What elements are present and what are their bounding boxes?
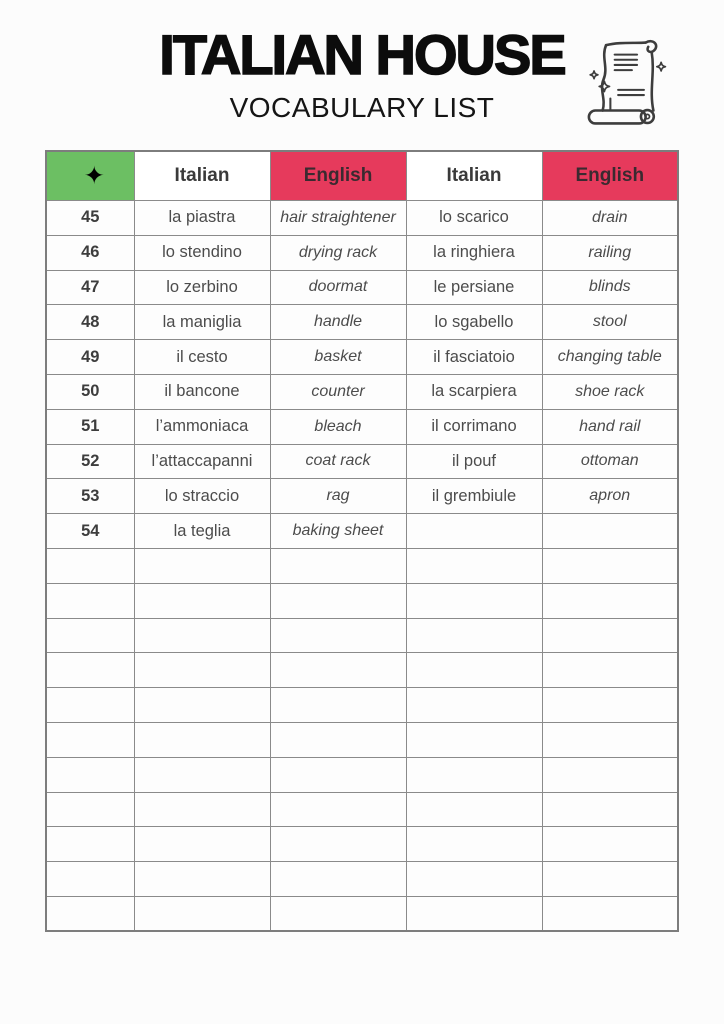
english-word — [542, 514, 678, 549]
vocab-table-body — [46, 201, 678, 932]
vocabulary-table — [45, 150, 679, 932]
italian-word: l’attaccapanni — [134, 444, 270, 479]
row-number: 50 — [46, 374, 134, 409]
italian-word: lo scarico — [406, 201, 542, 236]
empty-cell — [542, 827, 678, 862]
empty-cell — [46, 722, 134, 757]
empty-cell — [46, 548, 134, 583]
empty-cell — [134, 757, 270, 792]
english-word: hand rail — [542, 409, 678, 444]
empty-cell — [134, 722, 270, 757]
row-number: 54 — [46, 514, 134, 549]
row-number: 52 — [46, 444, 134, 479]
empty-cell — [270, 792, 406, 827]
italian-word: la maniglia — [134, 305, 270, 340]
black-four-pointed-star-icon: ✦ — [83, 161, 105, 190]
italian-word: lo zerbino — [134, 270, 270, 305]
empty-cell — [270, 757, 406, 792]
page-subtitle: VOCABULARY LIST — [229, 92, 495, 123]
italian-word — [406, 514, 542, 549]
table-row — [46, 374, 678, 409]
empty-cell — [542, 583, 678, 618]
empty-row — [46, 862, 678, 897]
italian-word: il cesto — [134, 340, 270, 375]
english-word: counter — [270, 374, 406, 409]
column-header-english-2: English — [542, 151, 678, 201]
table-row — [46, 235, 678, 270]
empty-row — [46, 583, 678, 618]
italian-word: la piastra — [134, 201, 270, 236]
empty-cell — [46, 896, 134, 931]
empty-cell — [270, 618, 406, 653]
empty-row — [46, 688, 678, 723]
italian-word: il grembiule — [406, 479, 542, 514]
table-row — [46, 444, 678, 479]
empty-cell — [406, 618, 542, 653]
column-header-english-1: English — [270, 151, 406, 201]
empty-row — [46, 722, 678, 757]
row-number: 47 — [46, 270, 134, 305]
corner-header-cell — [46, 151, 134, 201]
empty-cell — [46, 653, 134, 688]
table-header-row — [46, 151, 678, 201]
english-word: basket — [270, 340, 406, 375]
english-word: rag — [270, 479, 406, 514]
english-word: bleach — [270, 409, 406, 444]
empty-cell — [406, 827, 542, 862]
scroll-with-sparkles-icon — [582, 36, 668, 130]
empty-cell — [134, 548, 270, 583]
italian-word: lo sgabello — [406, 305, 542, 340]
row-number: 48 — [46, 305, 134, 340]
empty-cell — [46, 618, 134, 653]
italian-word: il corrimano — [406, 409, 542, 444]
empty-cell — [46, 688, 134, 723]
english-word: blinds — [542, 270, 678, 305]
english-word: shoe rack — [542, 374, 678, 409]
empty-row — [46, 618, 678, 653]
empty-cell — [542, 653, 678, 688]
empty-row — [46, 653, 678, 688]
empty-cell — [134, 862, 270, 897]
english-word: doormat — [270, 270, 406, 305]
empty-cell — [134, 827, 270, 862]
empty-row — [46, 757, 678, 792]
column-header-italian-2: Italian — [406, 151, 542, 201]
empty-cell — [542, 757, 678, 792]
table-row — [46, 340, 678, 375]
italian-word: lo stendino — [134, 235, 270, 270]
table-row — [46, 270, 678, 305]
empty-cell — [542, 722, 678, 757]
italian-word: la ringhiera — [406, 235, 542, 270]
english-word: coat rack — [270, 444, 406, 479]
empty-cell — [46, 827, 134, 862]
empty-cell — [542, 792, 678, 827]
empty-cell — [406, 896, 542, 931]
table-row — [46, 201, 678, 236]
empty-cell — [270, 548, 406, 583]
italian-word: il bancone — [134, 374, 270, 409]
row-number: 46 — [46, 235, 134, 270]
empty-cell — [542, 862, 678, 897]
empty-row — [46, 827, 678, 862]
empty-cell — [134, 653, 270, 688]
empty-cell — [406, 862, 542, 897]
italian-word: la teglia — [134, 514, 270, 549]
empty-cell — [270, 722, 406, 757]
row-number: 51 — [46, 409, 134, 444]
italian-word: lo straccio — [134, 479, 270, 514]
empty-cell — [270, 862, 406, 897]
english-word: handle — [270, 305, 406, 340]
italian-word: il fasciatoio — [406, 340, 542, 375]
empty-row — [46, 548, 678, 583]
empty-cell — [406, 722, 542, 757]
empty-cell — [46, 583, 134, 618]
column-header-italian-1: Italian — [134, 151, 270, 201]
table-row — [46, 409, 678, 444]
empty-cell — [134, 792, 270, 827]
empty-cell — [270, 827, 406, 862]
english-word: stool — [542, 305, 678, 340]
empty-cell — [270, 896, 406, 931]
italian-word: l’ammoniaca — [134, 409, 270, 444]
english-word: drying rack — [270, 235, 406, 270]
empty-cell — [270, 688, 406, 723]
empty-cell — [406, 757, 542, 792]
row-number: 53 — [46, 479, 134, 514]
empty-cell — [542, 548, 678, 583]
english-word: apron — [542, 479, 678, 514]
english-word: ottoman — [542, 444, 678, 479]
empty-cell — [270, 583, 406, 618]
italian-word: le persiane — [406, 270, 542, 305]
english-word: drain — [542, 201, 678, 236]
english-word: railing — [542, 235, 678, 270]
empty-cell — [406, 583, 542, 618]
empty-cell — [542, 896, 678, 931]
empty-cell — [134, 618, 270, 653]
empty-cell — [134, 583, 270, 618]
italian-word: il pouf — [406, 444, 542, 479]
empty-cell — [542, 618, 678, 653]
empty-cell — [46, 862, 134, 897]
english-word: changing table — [542, 340, 678, 375]
empty-cell — [270, 653, 406, 688]
empty-row — [46, 792, 678, 827]
page-title: ITALIAN HOUSE — [159, 23, 565, 86]
empty-cell — [134, 688, 270, 723]
english-word: baking sheet — [270, 514, 406, 549]
row-number: 45 — [46, 201, 134, 236]
table-row — [46, 479, 678, 514]
row-number: 49 — [46, 340, 134, 375]
italian-word: la scarpiera — [406, 374, 542, 409]
empty-cell — [406, 688, 542, 723]
empty-cell — [134, 896, 270, 931]
empty-cell — [406, 792, 542, 827]
empty-cell — [406, 653, 542, 688]
table-row — [46, 305, 678, 340]
empty-cell — [46, 757, 134, 792]
empty-row — [46, 896, 678, 931]
english-word: hair straightener — [270, 201, 406, 236]
table-row — [46, 514, 678, 549]
empty-cell — [542, 688, 678, 723]
empty-cell — [406, 548, 542, 583]
empty-cell — [46, 792, 134, 827]
